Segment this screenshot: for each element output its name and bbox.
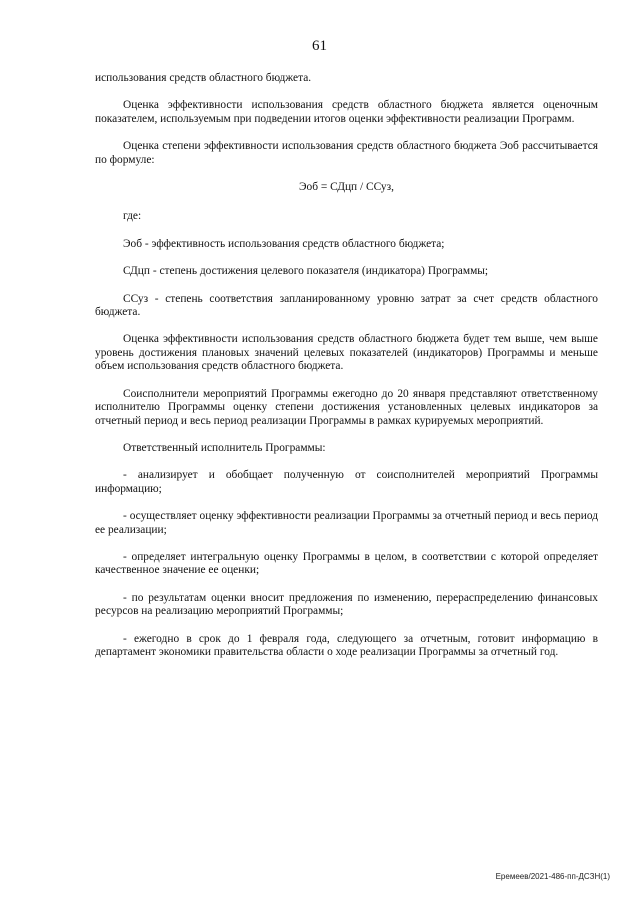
definition-sdcp: СДцп - степень достижения целевого показателя (индикатора) Программы; (123, 265, 489, 278)
list-item-proposals: - по результатам оценки вносит предложения по изменению, перераспределению финансовых ресурсов на реализацию мероприятий Программы; (95, 591, 598, 618)
list-item-annual-report: - ежегодно в срок до 1 февраля года, следующего за отчетным, готовит информацию в департамент экономики правительства области о ходе реализации Программы за отчетный год. (95, 632, 598, 658)
document-body (95, 72, 598, 673)
definition-ssuz: ССуз - степень соответствия запланированному уровню затрат за счет средств областного бюджета. (95, 292, 598, 319)
document-footer-code: Еремеев/2021-486-пп-ДСЗН(1) (495, 872, 610, 881)
paragraph-evaluation-higher: Оценка эффективности использования средств областного бюджета будет тем выше, чем выше уровень достижения плановых значений целевых показателей (индикаторов) Программы и меньше объем использования средств областного бюджета. (95, 333, 598, 373)
page-number: 61 (312, 38, 327, 54)
paragraph-responsible-executor: Ответственный исполнитель Программы: (123, 441, 326, 454)
paragraph-continuation: использования средств областного бюджета. (95, 72, 312, 84)
list-item-integral-evaluation: - определяет интегральную оценку Программы в целом, в соответствии с которой определяет качественное значение ее оценки; (95, 550, 598, 577)
list-item-evaluates: - осуществляет оценку эффективности реализации Программы за отчетный период и весь период ее реализации; (95, 510, 598, 536)
paragraph-coexecutors: Соисполнители мероприятий Программы ежегодно до 20 января представляют ответственному исполнителю Программы оценку степени достижения установленных целевых индикаторов за отчетный период и весь период реализации Программы в рамках курируемых мероприятий. (95, 387, 598, 427)
formula: Эоб = СДцп / ССуз, (299, 181, 394, 194)
list-item-analyzes: - анализирует и обобщает полученную от соисполнителей мероприятий Программы информацию; (95, 469, 598, 495)
paragraph-where: где: (123, 210, 142, 223)
definition-eob: Эоб - эффективность использования средств областного бюджета; (123, 237, 445, 250)
paragraph-formula-intro: Оценка степени эффективности использования средств областного бюджета Эоб рассчитывается по формуле: (95, 140, 598, 166)
paragraph-evaluation-definition: Оценка эффективности использования средств областного бюджета является оценочным показателем, используемым при подведении итогов оценки эффективности реализации Программ. (95, 99, 598, 125)
